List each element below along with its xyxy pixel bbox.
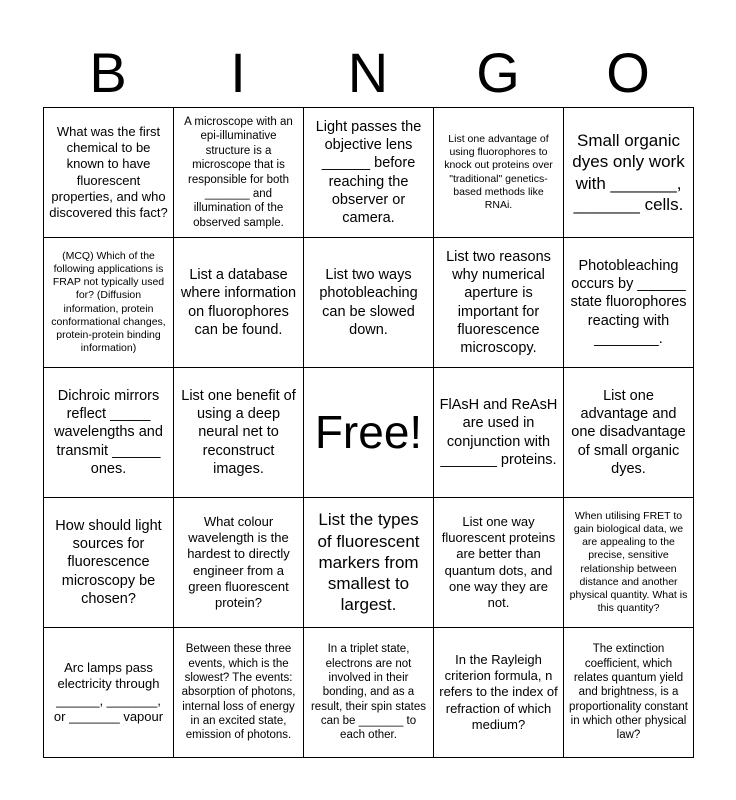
bingo-cell-r5c3: In a triplet state, electrons are not involved in their bonding, and as a result, their spin states can be _______ to each other. xyxy=(304,628,434,758)
bingo-cell-r2c5: Photobleaching occurs by ______ state fluorophores reacting with ________. xyxy=(564,238,694,368)
bingo-cell-r5c4: In the Rayleigh criterion formula, n refers to the index of refraction of which medium? xyxy=(434,628,564,758)
bingo-cell-r1c3: Light passes the objective lens ______ before reaching the observer or camera. xyxy=(304,108,434,238)
header-letter-g: G xyxy=(476,41,520,104)
bingo-cell-r4c1: How should light sources for fluorescence microscopy be chosen? xyxy=(44,498,174,628)
bingo-cell-r5c2: Between these three events, which is the slowest? The events: absorption of photons, internal loss of energy in an excited state, emission of photons. xyxy=(174,628,304,758)
header-letter-o: O xyxy=(606,41,650,104)
bingo-cell-r2c3: List two ways photobleaching can be slowed down. xyxy=(304,238,434,368)
bingo-cell-r2c2: List a database where information on fluorophores can be found. xyxy=(174,238,304,368)
bingo-cell-r5c5: The extinction coefficient, which relates quantum yield and brightness, is a proportionality constant in which other physical law? xyxy=(564,628,694,758)
bingo-cell-r1c1: What was the first chemical to be known to have fluorescent properties, and who discovered this fact? xyxy=(44,108,174,238)
bingo-cell-r5c1: Arc lamps pass electricity through ______, _______, or _______ vapour xyxy=(44,628,174,758)
bingo-cell-r3c5: List one advantage and one disadvantage of small organic dyes. xyxy=(564,368,694,498)
bingo-cell-r2c1: (MCQ) Which of the following applications is FRAP not typically used for? (Diffusion information, protein conformational changes, protein-protein binding information) xyxy=(44,238,174,368)
bingo-cell-r2c4: List two reasons why numerical aperture is important for fluorescence microscopy. xyxy=(434,238,564,368)
bingo-cell-r3c4: FlAsH and ReAsH are used in conjunction with _______ proteins. xyxy=(434,368,564,498)
bingo-cell-r4c5: When utilising FRET to gain biological data, we are appealing to the precise, sensitive relationship between distance and another physical quantity. What is this quantity? xyxy=(564,498,694,628)
bingo-cell-r3c2: List one benefit of using a deep neural net to reconstruct images. xyxy=(174,368,304,498)
bingo-cell-r1c5: Small organic dyes only work with _______, _______ cells. xyxy=(564,108,694,238)
bingo-cell-r4c3: List the types of fluorescent markers from smallest to largest. xyxy=(304,498,434,628)
bingo-grid xyxy=(43,107,694,758)
header-letter-b: B xyxy=(89,41,127,104)
header-letter-n: N xyxy=(347,41,389,104)
bingo-cell-r1c4: List one advantage of using fluorophores to knock out proteins over "traditional" genetics-based methods like RNAi. xyxy=(434,108,564,238)
bingo-cell-r4c4: List one way fluorescent proteins are better than quantum dots, and one way they are not. xyxy=(434,498,564,628)
bingo-cell-r3c1: Dichroic mirrors reflect _____ wavelengths and transmit ______ ones. xyxy=(44,368,174,498)
header-letter-i: I xyxy=(230,41,246,104)
bingo-header xyxy=(43,40,693,106)
bingo-cell-r1c2: A microscope with an epi-illuminative structure is a microscope that is responsible for both _______ and illumination of the observed sample. xyxy=(174,108,304,238)
free-space-cell: Free! xyxy=(304,368,434,498)
bingo-cell-r4c2: What colour wavelength is the hardest to directly engineer from a green fluorescent protein? xyxy=(174,498,304,628)
